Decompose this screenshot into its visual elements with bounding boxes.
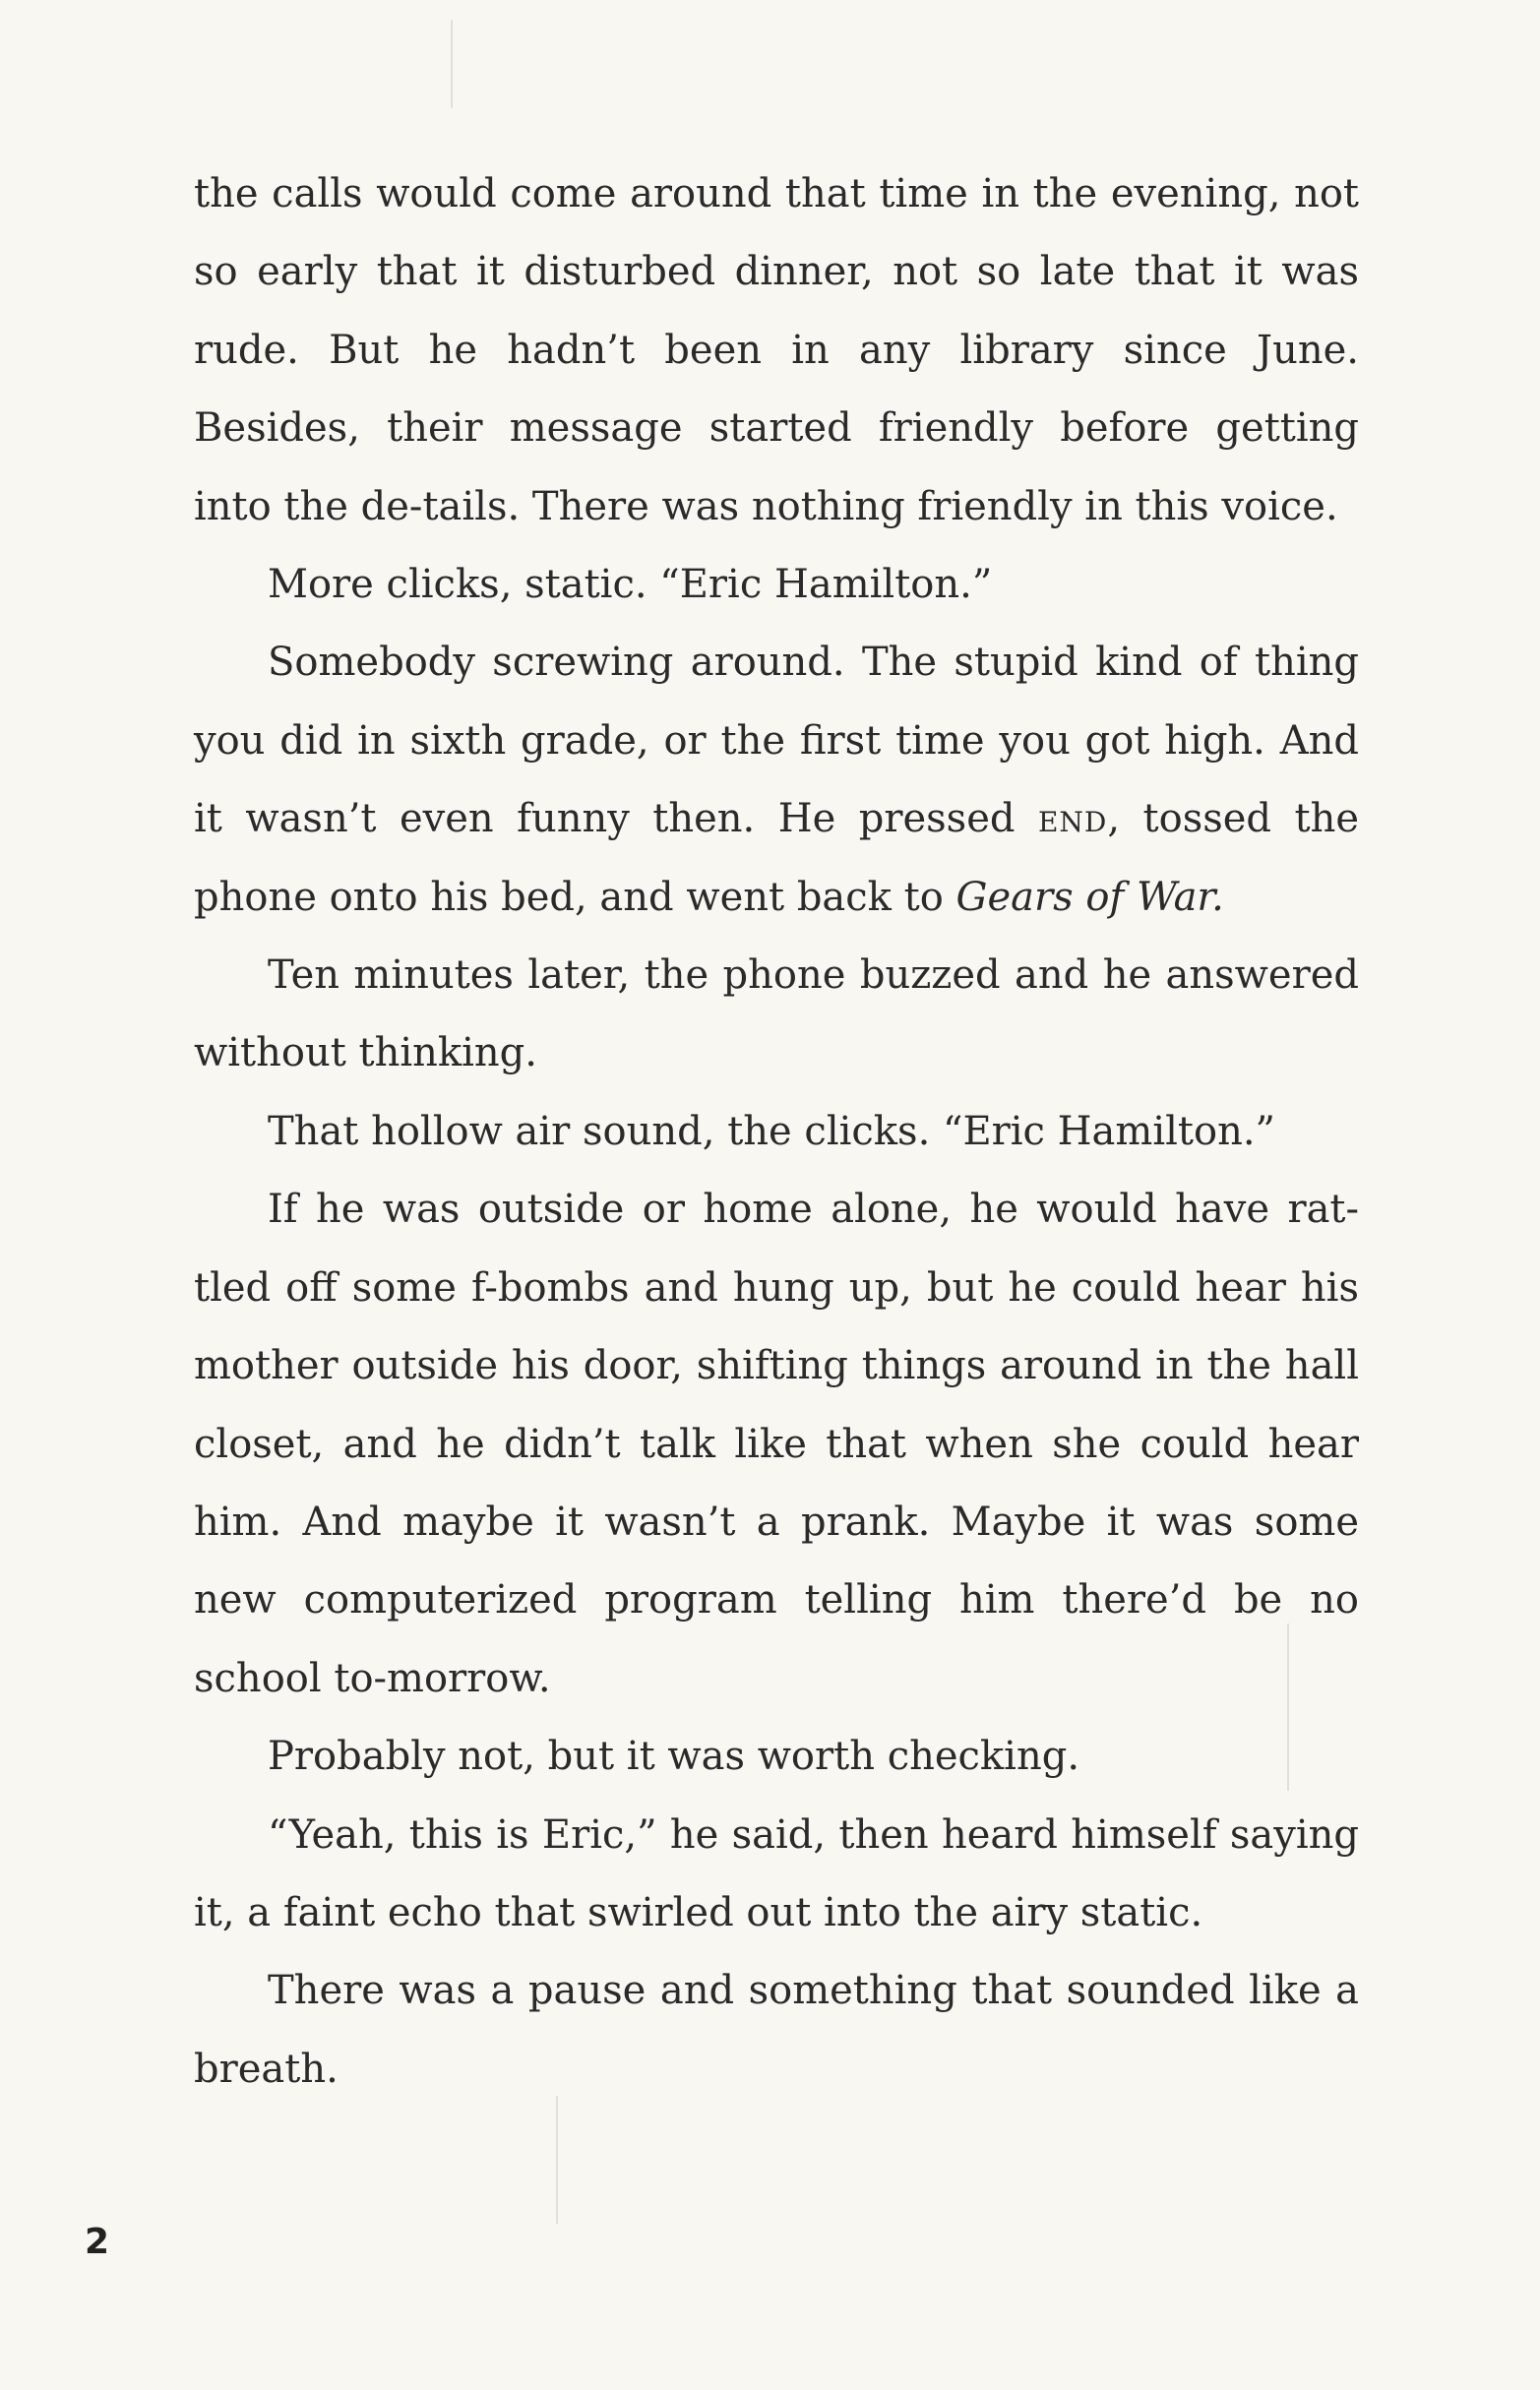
scan-artifact	[451, 20, 453, 108]
scan-artifact	[556, 2096, 558, 2224]
paragraph-text: , tossed the phone onto his bed, and went back to	[194, 796, 1360, 920]
game-title: Gears of War.	[955, 874, 1224, 920]
body-text	[194, 155, 1359, 2109]
paragraph: If he was outside or home alone, he would have rat-tled off some f-bombs and hung up, but he could hear his mother outside his door, shifting things around in the hall closet, and he didn’t talk like that when she could hear him. And maybe it wasn’t a prank. Maybe it was some new computerized program telling him there’d be no school to-morrow.	[194, 1187, 1359, 1701]
paragraph: Probably not, but it was worth checking.	[268, 1734, 1080, 1780]
page-number: 2	[85, 2222, 110, 2262]
paragraph: More clicks, static. “Eric Hamilton.”	[268, 562, 993, 608]
paragraph: “Yeah, this is Eric,” he said, then heard himself saying it, a faint echo that swirled out into the airy static.	[194, 1811, 1359, 1935]
paragraph: There was a pause and something that sounded like a breath.	[194, 1968, 1359, 2092]
paragraph: the calls would come around that time in the evening, not so early that it disturbed dinner, not so late that it was rude. But he hadn’t been in any library since June. Besides, their message started friendly before getting into the de-tails. There was nothing friendly in this voice.	[194, 171, 1359, 529]
paragraph: That hollow air sound, the clicks. “Eric Hamilton.”	[268, 1108, 1276, 1154]
paragraph-text: Somebody screwing around. The stupid kind of thing you did in sixth grade, or the first time you got high. And it wasn’t even funny then. He pressed	[194, 640, 1359, 842]
paragraph: Ten minutes later, the phone buzzed and he answered without thinking.	[194, 952, 1359, 1076]
paragraph	[194, 624, 1359, 937]
key-name: end	[1037, 796, 1108, 842]
